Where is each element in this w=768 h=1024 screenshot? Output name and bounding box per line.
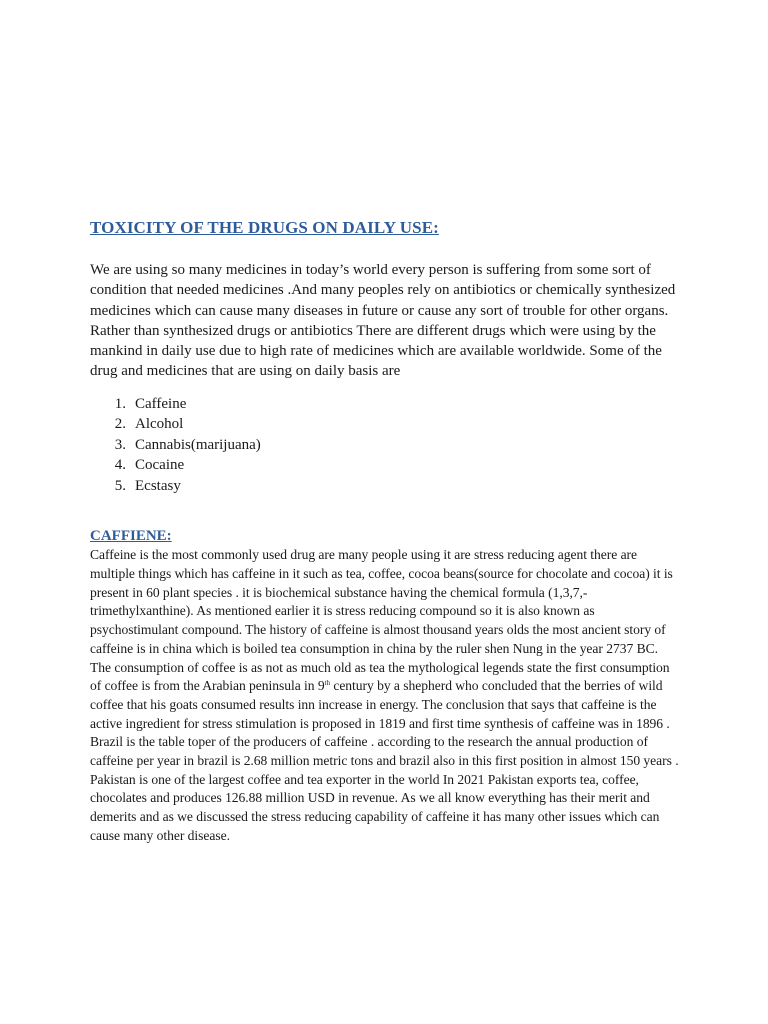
list-item [90, 435, 680, 456]
list-item-label: Caffeine [135, 395, 187, 412]
caffeine-body-part2: century by a shepherd who concluded that the berries of wild coffee that his goats consumed results inn increase in energy. The conclusion that says that caffeine is the active ingredient for stress stimulation is proposed in 1819 and first time synthesis of caffeine was in 1896 . Brazil is the table toper of the producers of caffeine . according to the research the annual production of caffeine per year in brazil is 2.68 million metric tons and brazil also in this first position in almost 150 years . Pakistan is one of the largest coffee and tea exporter in the world In 2021 Pakistan exports tea, coffee, chocolates and produces 126.88 million USD in revenue. As we all know everything has their merit and demerits and as we discussed the stress reducing capability of caffeine it has many other issues which can cause many other disease. [90, 678, 679, 843]
document-title: TOXICITY OF THE DRUGS ON DAILY USE: [90, 218, 439, 237]
list-item-number: 4. [114, 457, 126, 474]
list-item-label: Cocaine [135, 457, 185, 474]
list-item [90, 394, 680, 415]
caffeine-section-heading: CAFFIENE: [90, 528, 172, 545]
list-item-label: Ecstasy [135, 477, 181, 494]
list-item-number: 5. [114, 477, 126, 494]
intro-paragraph: We are using so many medicines in today’s world every person is suffering from some sort of condition that needed medicines .And many peoples rely on antibiotics or chemically synthesized medicines which can cause many diseases in future or cause any sort of trouble for other organs. Rather than synthesized drugs or antibiotics There are different drugs which were using by the mankind in daily use due to high rate of medicines which are available worldwide. Some of the drug and medicines that are using on daily basis are [90, 262, 676, 380]
list-item [90, 476, 680, 497]
document-content [90, 217, 680, 846]
drug-list [90, 394, 680, 497]
list-item [90, 455, 680, 476]
caffeine-section-body [90, 546, 680, 845]
list-item-label: Cannabis(marijuana) [135, 436, 261, 453]
list-item-number: 1. [114, 395, 126, 412]
caffeine-body-part1: Caffeine is the most commonly used drug are many people using it are stress reducing agent there are multiple things which has caffeine in it such as tea, coffee, cocoa beans(source for chocolate and cocoa) it is present in 60 plant species . it is biochemical substance having the chemical formula (1,3,7,-trimethylxanthine). As mentioned earlier it is stress reducing compound so it is also known as psychostimulant compound. The history of caffeine is almost thousand years olds the most ancient story of caffeine is in china which is boiled tea consumption in china by the ruler shen Nung in the year 2737 BC. The consumption of coffee is as not as much old as tea the mythological legends state the first consumption of coffee is from the Arabian peninsula in 9 [90, 547, 673, 694]
ordinal-superscript: th [324, 679, 330, 688]
list-item-number: 3. [114, 436, 126, 453]
list-item [90, 414, 680, 435]
list-item-number: 2. [114, 416, 126, 433]
list-item-label: Alcohol [135, 416, 184, 433]
